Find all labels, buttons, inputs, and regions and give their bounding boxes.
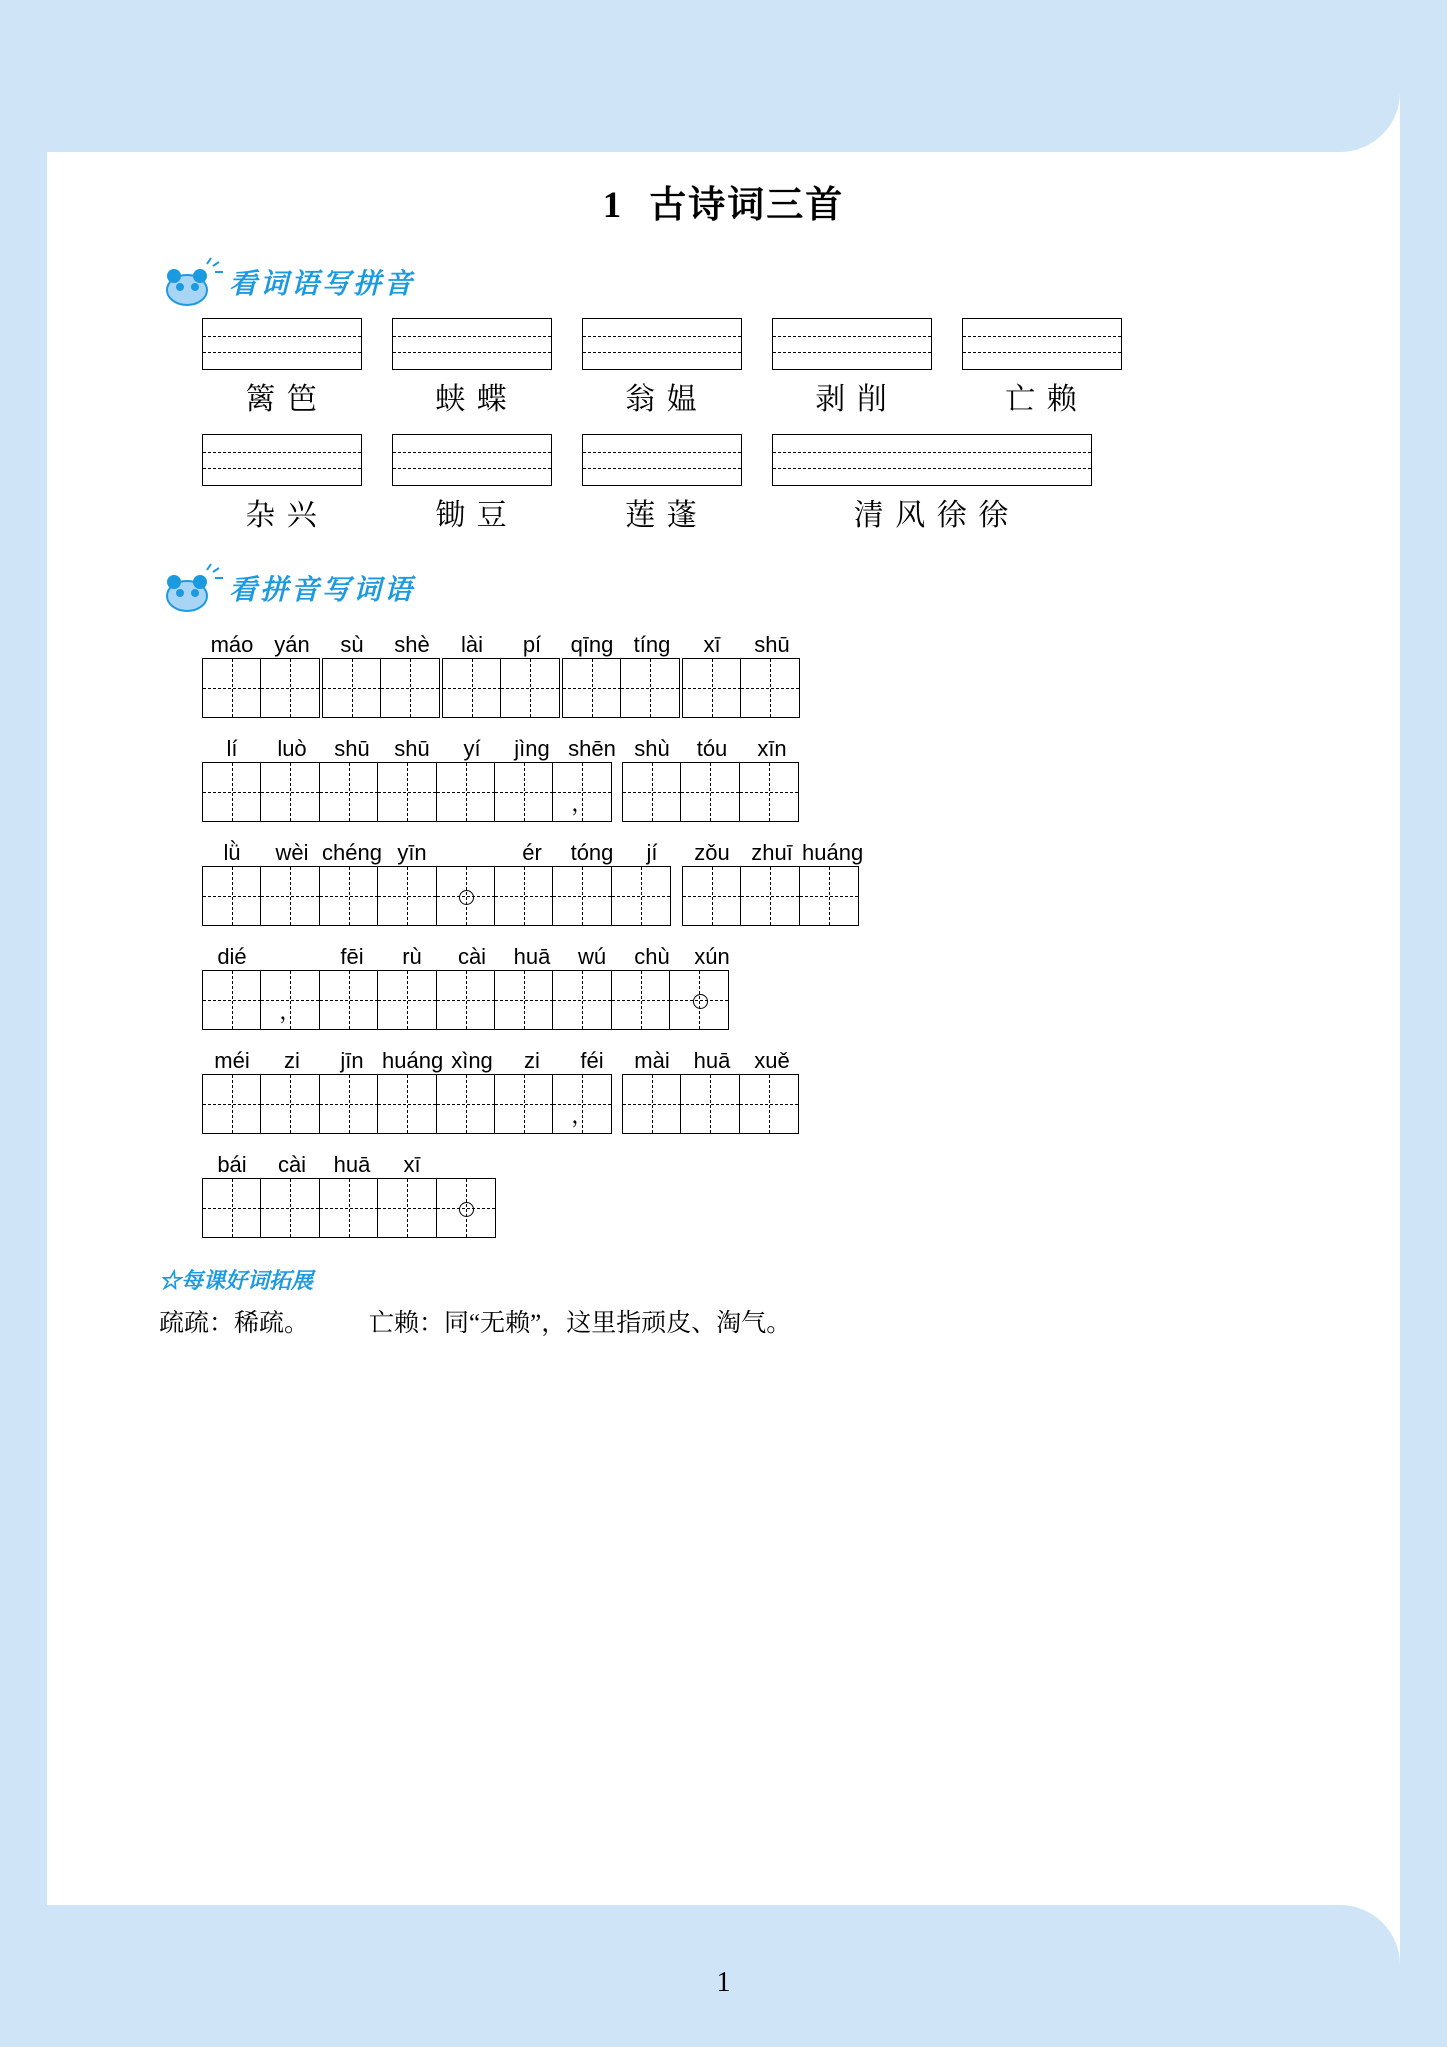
character-cell[interactable] <box>622 1074 682 1134</box>
character-cell[interactable] <box>380 658 440 718</box>
star-icon: ☆ <box>159 1268 182 1293</box>
section-3-title <box>159 1264 1400 1295</box>
character-cell[interactable] <box>494 970 554 1030</box>
lesson-title: 古诗词三首 <box>649 185 845 226</box>
pinyin-write-row-2 <box>202 434 1400 486</box>
character-cell[interactable] <box>611 970 671 1030</box>
pinyin-grid-row <box>202 732 1400 822</box>
worksheet-content <box>47 152 1400 1905</box>
character-cell[interactable]: ， <box>260 970 320 1030</box>
pinyin-syllable: jīn <box>340 1048 364 1073</box>
character-cell[interactable] <box>562 658 622 718</box>
character-grid <box>442 658 562 718</box>
panda-icon <box>157 256 229 308</box>
character-cell[interactable] <box>377 970 437 1030</box>
character-grid <box>202 866 682 926</box>
pinyin-syllable: cài <box>277 1152 307 1177</box>
pinyin-syllable: máo <box>210 632 254 657</box>
vocabulary-note-1: 疏疏：稀疏。 <box>159 1310 310 1337</box>
character-grid <box>322 658 442 718</box>
character-cell[interactable] <box>611 866 671 926</box>
character-cell[interactable] <box>669 970 729 1030</box>
word-label: 翁 媪 <box>625 383 699 416</box>
pinyin-syllable: xìng <box>451 1048 493 1073</box>
pinyin-grid-group <box>442 628 562 718</box>
pinyin-syllable: rù <box>402 944 422 969</box>
character-cell[interactable] <box>740 658 800 718</box>
pinyin-grid-group <box>682 628 802 718</box>
character-cell[interactable] <box>260 762 320 822</box>
pinyin-syllable: lài <box>460 632 483 657</box>
character-cell[interactable] <box>260 866 320 926</box>
pinyin-syllable: shè <box>394 632 430 657</box>
pinyin-labels <box>202 836 682 866</box>
pinyin-syllable: yí <box>463 736 481 761</box>
pinyin-writing-box[interactable] <box>582 434 742 486</box>
character-cell[interactable] <box>322 658 382 718</box>
vocabulary-notes <box>159 1303 1400 1339</box>
character-cell[interactable] <box>202 866 262 926</box>
character-cell[interactable] <box>682 658 742 718</box>
character-cell[interactable] <box>494 866 554 926</box>
pinyin-writing-box[interactable] <box>962 318 1122 370</box>
pinyin-syllable: shū <box>394 736 430 761</box>
pinyin-syllable: huā <box>333 1152 371 1177</box>
character-cell[interactable]: ， <box>552 1074 612 1134</box>
pinyin-syllable: zi <box>524 1048 540 1073</box>
pinyin-syllable: bái <box>217 1152 247 1177</box>
pinyin-write-row-1 <box>202 318 1400 370</box>
pinyin-syllable: wú <box>577 944 607 969</box>
character-cell[interactable] <box>500 658 560 718</box>
character-grid <box>202 1178 502 1238</box>
character-cell[interactable] <box>622 762 682 822</box>
character-grid <box>682 866 862 926</box>
pinyin-syllable: xī <box>703 632 721 657</box>
character-cell[interactable] <box>680 762 740 822</box>
character-cell[interactable]: ， <box>552 762 612 822</box>
word-label: 锄 豆 <box>435 499 509 532</box>
pinyin-grid-group <box>202 940 742 1030</box>
character-cell[interactable] <box>436 1074 496 1134</box>
page-number: 1 <box>716 1967 731 1998</box>
pinyin-syllable: tóng <box>570 840 614 865</box>
pinyin-syllable: shù <box>634 736 670 761</box>
section-2-title: 看拼音写词语 <box>229 574 416 605</box>
pinyin-syllable: shū <box>754 632 790 657</box>
character-grid <box>622 762 802 822</box>
pinyin-syllable: yán <box>274 632 310 657</box>
pinyin-writing-box[interactable] <box>202 318 362 370</box>
pinyin-to-word-grids <box>47 628 1400 1238</box>
pinyin-syllable: pí <box>522 632 542 657</box>
pinyin-labels <box>562 628 682 658</box>
pinyin-grid-group <box>622 732 802 822</box>
character-cell[interactable] <box>202 1178 262 1238</box>
pinyin-syllable: cài <box>457 944 487 969</box>
pinyin-grid-row <box>202 940 1400 1030</box>
character-cell[interactable] <box>260 1074 320 1134</box>
pinyin-labels <box>202 628 322 658</box>
character-cell[interactable] <box>377 1178 437 1238</box>
character-grid <box>202 970 742 1030</box>
page-title <box>47 174 1400 228</box>
character-grid <box>202 658 322 718</box>
pinyin-grid-group <box>322 628 442 718</box>
character-cell[interactable] <box>799 866 859 926</box>
pinyin-syllable: lǜ <box>223 840 241 865</box>
pinyin-syllable: shēn <box>568 736 616 761</box>
pinyin-grid-group <box>202 628 322 718</box>
word-row-2 <box>202 490 1400 534</box>
character-cell[interactable] <box>319 1074 379 1134</box>
character-cell[interactable] <box>202 658 262 718</box>
pinyin-grid-row <box>202 1148 1400 1238</box>
character-cell[interactable] <box>494 1074 554 1134</box>
character-cell[interactable] <box>319 866 379 926</box>
character-cell[interactable] <box>377 1074 437 1134</box>
pinyin-labels <box>202 732 622 762</box>
pinyin-grid-row <box>202 628 1400 718</box>
pinyin-syllable: fēi <box>340 944 364 969</box>
pinyin-syllable: chéng <box>322 840 382 865</box>
character-cell[interactable] <box>436 970 496 1030</box>
character-grid <box>622 1074 802 1134</box>
pinyin-syllable: huáng <box>802 840 864 865</box>
character-cell[interactable] <box>494 762 554 822</box>
pinyin-grid-row <box>202 836 1400 926</box>
pinyin-syllable: zhuī <box>751 840 793 865</box>
word-row-1 <box>202 374 1400 418</box>
pinyin-labels <box>622 1044 802 1074</box>
pinyin-labels <box>322 628 442 658</box>
pinyin-syllable: sù <box>340 632 364 657</box>
pinyin-writing-box[interactable] <box>772 318 932 370</box>
character-cell[interactable] <box>436 762 496 822</box>
character-cell[interactable] <box>552 866 612 926</box>
pinyin-syllable: tóu <box>696 736 728 761</box>
pinyin-syllable: yīn <box>397 840 427 865</box>
pinyin-syllable: jìng <box>514 736 550 761</box>
word-label: 剥 削 <box>815 383 889 416</box>
character-cell[interactable] <box>202 762 262 822</box>
pinyin-syllable: chù <box>634 944 670 969</box>
pinyin-syllable: luò <box>277 736 307 761</box>
word-label: 篱 笆 <box>245 383 319 416</box>
pinyin-syllable: wèi <box>275 840 309 865</box>
pinyin-syllable: mài <box>634 1048 670 1073</box>
character-cell[interactable] <box>680 1074 740 1134</box>
pinyin-writing-box[interactable] <box>772 434 1092 486</box>
character-cell[interactable] <box>436 866 496 926</box>
pinyin-labels <box>202 1148 502 1178</box>
pinyin-writing-box[interactable] <box>202 434 362 486</box>
word-label: 清 风 徐 徐 <box>853 499 1011 532</box>
pinyin-syllable: xuě <box>754 1048 790 1073</box>
top-decorative-band <box>47 42 1400 152</box>
word-label: 亡 赖 <box>1005 383 1079 416</box>
pinyin-syllable: lí <box>226 736 238 761</box>
character-cell[interactable] <box>739 1074 799 1134</box>
pinyin-labels <box>682 836 862 866</box>
word-label: 蛱 蝶 <box>435 383 509 416</box>
character-cell[interactable] <box>620 658 680 718</box>
pinyin-writing-box[interactable] <box>392 318 552 370</box>
pinyin-labels <box>442 628 562 658</box>
pinyin-syllable: xī <box>403 1152 421 1177</box>
pinyin-syllable: xún <box>694 944 730 969</box>
character-cell[interactable] <box>739 762 799 822</box>
character-cell[interactable] <box>552 970 612 1030</box>
pinyin-grid-group <box>622 1044 802 1134</box>
section-heading-2 <box>157 562 1400 614</box>
pinyin-syllable: zǒu <box>694 840 730 865</box>
character-grid <box>202 762 622 822</box>
pinyin-grid-group <box>202 732 622 822</box>
pinyin-grid-group <box>202 1148 502 1238</box>
character-cell[interactable] <box>682 866 742 926</box>
pinyin-syllable: méi <box>214 1048 250 1073</box>
pinyin-grid-group <box>202 836 682 926</box>
pinyin-syllable: féi <box>580 1048 604 1073</box>
pinyin-syllable: zi <box>284 1048 300 1073</box>
pinyin-grid-group <box>562 628 682 718</box>
pinyin-syllable: tíng <box>633 632 671 657</box>
pinyin-writing-box[interactable] <box>582 318 742 370</box>
word-label: 杂 兴 <box>245 499 319 532</box>
pinyin-syllable: huáng <box>382 1048 444 1073</box>
pinyin-syllable: qīng <box>570 632 614 657</box>
pinyin-grid-group <box>682 836 862 926</box>
section-1-title: 看词语写拼音 <box>229 268 416 299</box>
character-cell[interactable] <box>260 658 320 718</box>
panda-icon <box>157 562 229 614</box>
pinyin-syllable: huā <box>693 1048 731 1073</box>
character-cell[interactable] <box>740 866 800 926</box>
character-cell[interactable] <box>377 866 437 926</box>
character-cell[interactable] <box>260 1178 320 1238</box>
pinyin-labels <box>682 628 802 658</box>
pinyin-syllable: huā <box>513 944 551 969</box>
vocabulary-note-2: 亡赖：同“无赖”，这里指顽皮、淘气。 <box>369 1310 792 1337</box>
pinyin-labels <box>202 1044 622 1074</box>
pinyin-grid-group <box>202 1044 622 1134</box>
character-cell[interactable] <box>319 970 379 1030</box>
character-cell[interactable] <box>202 970 262 1030</box>
section-heading-1 <box>157 256 1400 308</box>
pinyin-grid-row <box>202 1044 1400 1134</box>
character-grid <box>562 658 682 718</box>
pinyin-labels <box>622 732 802 762</box>
character-grid <box>202 1074 622 1134</box>
pinyin-syllable: dié <box>217 944 247 969</box>
character-cell[interactable] <box>319 1178 379 1238</box>
section-3-heading-text: 每课好词拓展 <box>181 1268 314 1293</box>
pinyin-syllable: jí <box>646 840 658 865</box>
pinyin-labels <box>202 940 742 970</box>
character-cell[interactable] <box>377 762 437 822</box>
pinyin-writing-box[interactable] <box>392 434 552 486</box>
character-cell[interactable] <box>202 1074 262 1134</box>
pinyin-syllable: ér <box>522 840 542 865</box>
character-cell[interactable] <box>319 762 379 822</box>
character-grid <box>682 658 802 718</box>
character-cell[interactable] <box>436 1178 496 1238</box>
lesson-number: 1 <box>602 185 624 226</box>
pinyin-syllable: xīn <box>757 736 787 761</box>
pinyin-syllable: shū <box>334 736 370 761</box>
word-label: 莲 蓬 <box>625 499 699 532</box>
character-cell[interactable] <box>442 658 502 718</box>
